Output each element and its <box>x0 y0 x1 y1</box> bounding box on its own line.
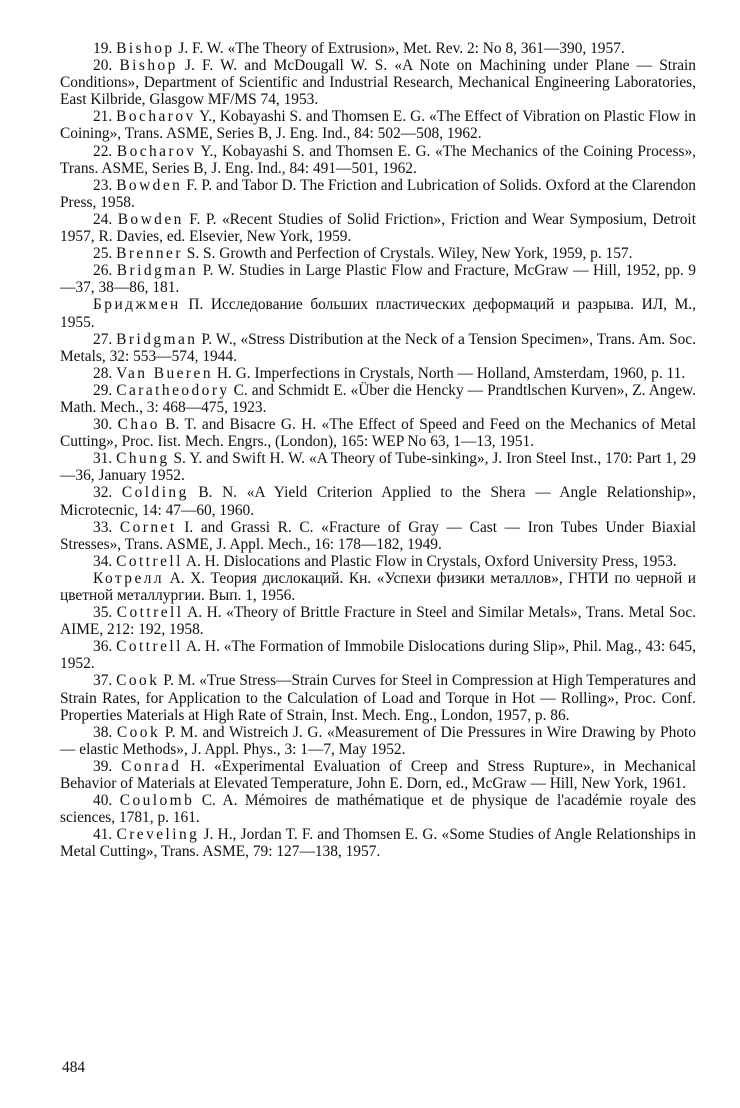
reference-number: 40. <box>93 792 113 810</box>
reference-details: S. S. Growth and Perfection of Crystals. Wiley, New York, 1959, p. 157. <box>182 245 633 263</box>
reference-details: I. and Grassi R. C. «Fracture of Gray — Cast — Iron Tubes Under Biaxial Stresses», Trans. ASME, J. Appl. Mech., 16: 178—182, 1949. <box>60 518 696 553</box>
reference-entry <box>60 672 696 723</box>
reference-author: Bocharov <box>116 142 197 160</box>
reference-details: П. Исследование больших пластических деформаций и разрыва. ИЛ, М., 1955. <box>60 296 696 331</box>
reference-author: Creveling <box>116 826 200 844</box>
reference-details: J. H., Jordan T. F. and Thomsen E. G. «Some Studies of Angle Relationships in Metal Cutting», Trans. ASME, 79: 127—138, 1957. <box>60 826 696 861</box>
reference-number: 21. <box>93 108 113 126</box>
reference-entry <box>60 724 696 758</box>
reference-number: 37. <box>93 672 113 690</box>
reference-details: A. H. «The Formation of Immobile Dislocations during Slip», Phil. Mag., 43: 645, 1952. <box>60 638 696 673</box>
reference-details: C. A. Mémoires de mathématique et de physique de l'académie royale des sciences, 1781, p. 161. <box>60 792 696 827</box>
reference-author: Bridgman <box>116 330 198 348</box>
reference-details: P. W. Studies in Large Plastic Flow and Fracture, McGraw — Hill, 1952, pp. 9—37, 38—86, 181. <box>60 262 696 297</box>
reference-entry <box>60 108 696 142</box>
reference-list <box>60 40 696 861</box>
reference-entry <box>60 211 696 245</box>
reference-number: 31. <box>93 450 113 468</box>
reference-details: F. P. and Tabor D. The Friction and Lubrication of Solids. Oxford at the Clarendon Press, 1958. <box>60 176 696 211</box>
reference-author: Котрелл <box>93 569 165 587</box>
reference-details: B. T. and Bisacre G. H. «The Effect of Speed and Feed on the Mechanics of Metal Cutting», Proc. Iist. Mech. Engrs., (London), 165: WEP No 63, 1—13, 1951. <box>60 416 696 451</box>
reference-author: Bowden <box>116 176 183 194</box>
reference-author: Bridgman <box>116 262 199 280</box>
reference-author: Bowden <box>117 210 184 228</box>
reference-details: P. M. and Wistreich J. G. «Measurement of Die Pressures in Wire Drawing by Photo — elastic Methods», J. Appl. Phys., 3: 1—7, May 1952. <box>60 723 696 758</box>
reference-entry <box>60 570 696 604</box>
reference-author: Cottrell <box>116 638 183 656</box>
reference-number: 41. <box>93 826 113 844</box>
reference-entry <box>60 604 696 638</box>
reference-author: Cook <box>116 723 161 741</box>
reference-number: 26. <box>93 262 113 280</box>
reference-entry <box>60 57 696 108</box>
reference-details: J. F. W. and McDougall W. S. «A Note on Machining under Plane — Strain Conditions», Department of Scientific and Industrial Research, Mechanical Engineering Laboratories, East Kilbride, Glasgow MF/MS 74, 1953. <box>60 57 696 109</box>
reference-author: Bocharov <box>116 108 196 126</box>
reference-number: 23. <box>93 176 113 194</box>
reference-details: A. H. «Theory of Brittle Fracture in Steel and Similar Metals», Trans. Metal Soc. AIME, 212: 192, 1958. <box>60 604 696 639</box>
reference-number: 27. <box>93 330 113 348</box>
reference-details: H. G. Imperfections in Crystals, North — Holland, Amsterdam, 1960, p. 11. <box>212 364 686 382</box>
reference-details: H. «Experimental Evaluation of Creep and Stress Rupture», in Mechanical Behavior of Materials at Elevated Temperature, John E. Dorn, ed., McGraw — Hill, New York, 1961. <box>60 757 696 793</box>
reference-author: Van Bueren <box>116 364 213 382</box>
reference-entry <box>60 758 696 792</box>
reference-number: 38. <box>93 723 113 741</box>
reference-number: 34. <box>93 552 113 570</box>
reference-entry <box>60 792 696 826</box>
reference-number: 28. <box>93 364 113 382</box>
reference-entry <box>60 40 696 57</box>
reference-entry <box>60 177 696 211</box>
reference-details: F. P. «Recent Studies of Solid Friction», Friction and Wear Symposium, Detroit 1957, R. Davies, ed. Elsevier, New York, 1959. <box>60 210 696 246</box>
reference-entry <box>60 553 696 570</box>
reference-author: Conrad <box>121 757 182 775</box>
reference-entry <box>60 450 696 484</box>
reference-details: P. W., «Stress Distribution at the Neck of a Tension Specimen», Trans. Am. Soc. Metals, 32: 553—574, 1944. <box>60 330 696 365</box>
reference-number: 25. <box>93 245 113 263</box>
reference-details: S. Y. and Swift H. W. «A Theory of Tube-sinking», J. Iron Steel Inst., 170: Part 1, 29—36, January 1952. <box>60 450 696 485</box>
reference-author: Brenner <box>116 245 183 263</box>
reference-author: Chung <box>116 450 170 468</box>
reference-number: 20. <box>93 57 113 75</box>
reference-details: J. F. W. «The Theory of Extrusion», Met. Rev. 2: No 8, 361—390, 1957. <box>174 40 625 57</box>
reference-details: Y., Kobayashi S. and Thomsen E. G. «The Mechanics of the Coining Process», Trans. ASME, Series B, J. Eng. Ind., 84: 491—501, 1962. <box>60 142 696 177</box>
reference-details: Y., Kobayashi S. and Thomsen E. G. «The Effect of Vibration on Plastic Flow in Coining», Trans. ASME, Series B, J. Eng. Ind., 84: 502—508, 1962. <box>60 108 696 143</box>
reference-author: Bishop <box>119 57 178 75</box>
reference-entry <box>60 826 696 860</box>
reference-number: 33. <box>93 518 113 536</box>
reference-details: А. Х. Теория дислокаций. Кн. «Успехи физики металлов», ГНТИ по черной и цветной металлургии. Вып. 1, 1956. <box>60 569 696 604</box>
reference-author: Cottrell <box>116 552 183 570</box>
reference-entry <box>60 296 696 330</box>
reference-entry <box>60 143 696 177</box>
reference-author: Cornet <box>119 518 177 536</box>
reference-details: P. M. «True Stress—Strain Curves for Steel in Compression at High Temperatures and Strain Rates, for Application to the Calculation of Load and Torque in Hot — Rolling», Proc. Conf. Properties Materials at High Rate of Strain, Inst. Mech. Eng., London, 1957, p. 86. <box>60 672 697 724</box>
reference-entry <box>60 262 696 296</box>
reference-entry <box>60 245 696 262</box>
page-number: 484 <box>62 1059 86 1076</box>
reference-entry <box>60 331 696 365</box>
reference-number: 39. <box>93 757 113 775</box>
reference-number: 22. <box>93 142 113 160</box>
reference-number: 30. <box>93 416 113 434</box>
reference-author: Colding <box>121 484 189 502</box>
reference-number: 29. <box>93 381 113 399</box>
reference-author: Бриджмен <box>93 296 181 314</box>
reference-entry <box>60 416 696 450</box>
reference-author: Cook <box>116 672 160 690</box>
reference-number: 32. <box>93 484 113 502</box>
reference-number: 19. <box>93 40 113 57</box>
reference-author: Cottrell <box>116 604 184 622</box>
reference-entry <box>60 484 696 518</box>
reference-entry <box>60 519 696 553</box>
reference-author: Bishop <box>116 40 175 57</box>
reference-details: A. H. Dislocations and Plastic Flow in Crystals, Oxford University Press, 1953. <box>182 552 677 570</box>
reference-entry <box>60 382 696 416</box>
reference-entry <box>60 638 696 672</box>
reference-author: Caratheodory <box>116 381 230 399</box>
reference-author: Chao <box>117 416 160 434</box>
reference-number: 36. <box>93 638 113 656</box>
reference-number: 24. <box>93 210 113 228</box>
reference-entry <box>60 365 696 382</box>
reference-details: C. and Schmidt E. «Über die Hencky — Prandtlschen Kurven», Z. Angew. Math. Mech., 3: 468—475, 1923. <box>60 381 696 416</box>
reference-number: 35. <box>93 604 113 622</box>
reference-author: Coulomb <box>119 792 195 810</box>
reference-details: B. N. «A Yield Criterion Applied to the Shera — Angle Relationship», Microtecnic, 14: 47—60, 1960. <box>60 484 696 519</box>
